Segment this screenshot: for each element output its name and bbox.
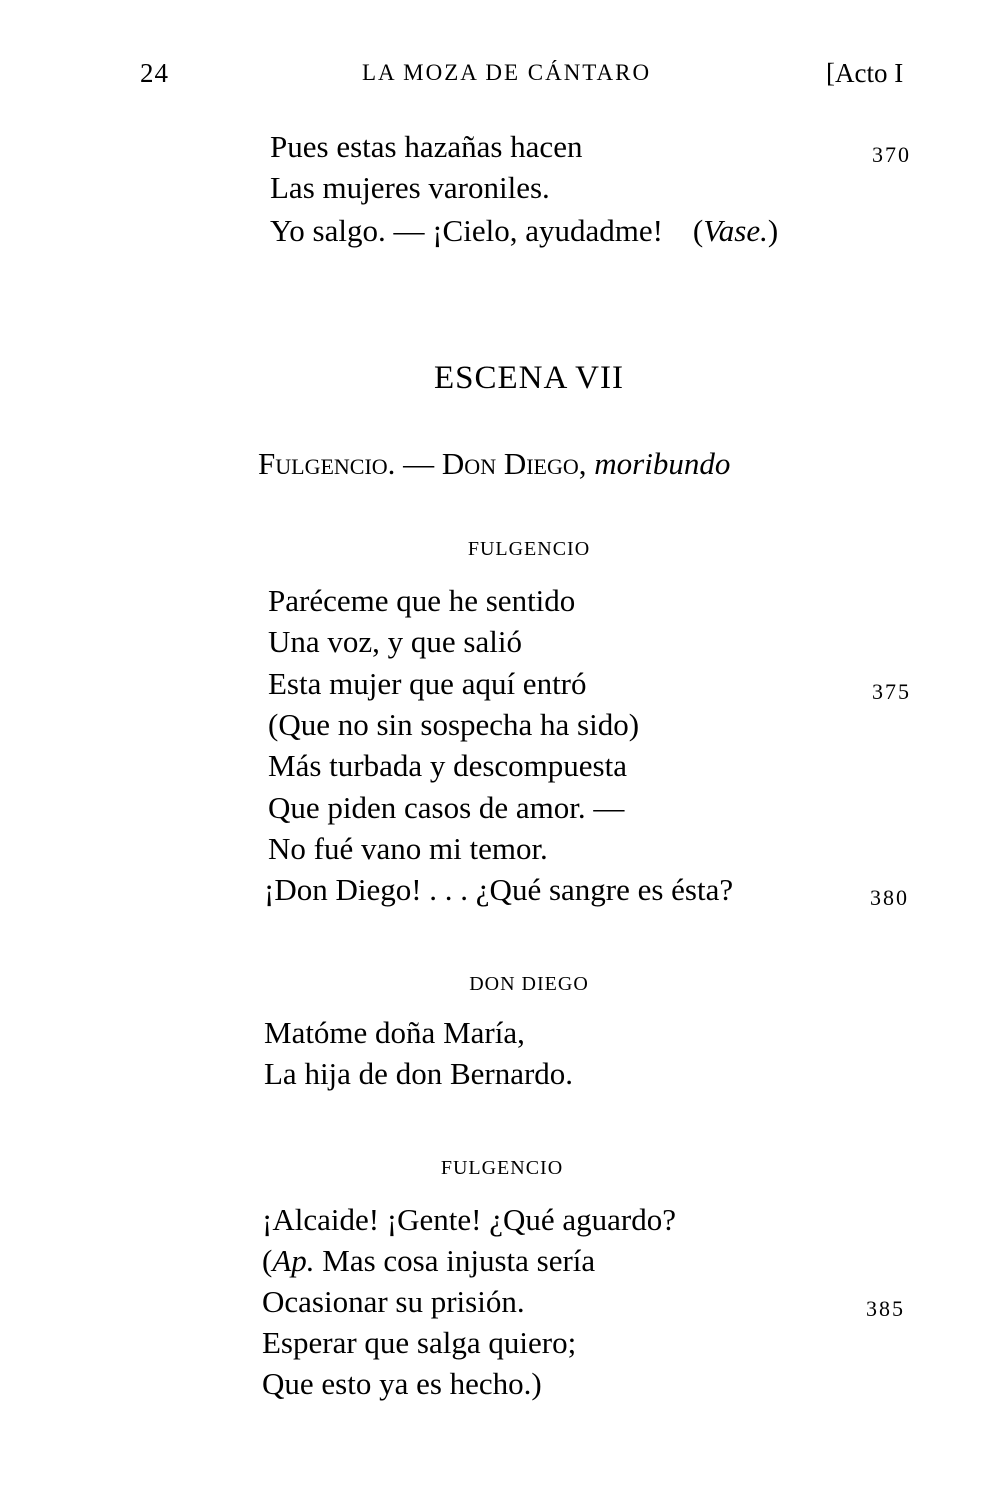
cast-description: moribundo: [594, 446, 731, 481]
aside-marker: Ap.: [272, 1243, 315, 1278]
line-number: 385: [866, 1296, 905, 1321]
verse-line: Matóme doña María,: [264, 1015, 525, 1050]
cast-name: Fulgencio.: [258, 446, 396, 481]
line-number: 370: [872, 142, 911, 167]
running-title: LA MOZA DE CÁNTARO: [362, 60, 652, 85]
verse-line: (Que no sin sospecha ha sido): [268, 707, 640, 742]
verse-line: La hija de don Bernardo.: [264, 1056, 574, 1091]
verse-line: Esta mujer que aquí entró: [268, 666, 587, 701]
verse-text: Mas cosa injusta sería: [314, 1243, 596, 1278]
verse-line: Pues estas hazañas hacen: [270, 129, 583, 164]
verse-line: Esperar que salga quiero;: [262, 1325, 577, 1360]
speaker-name: FULGENCIO: [467, 538, 591, 560]
verse-line: Ocasionar su prisión.: [262, 1284, 525, 1319]
speaker-name: FULGENCIO: [440, 1157, 564, 1179]
verse-line: No fué vano mi temor.: [268, 831, 548, 866]
verse-text: Yo salgo. — ¡Cielo, ayudadme!: [270, 213, 663, 248]
stage-direction: Vase.: [703, 213, 768, 248]
stage-direction-close: ): [767, 213, 779, 248]
line-number: 380: [870, 885, 909, 910]
act-label: [Acto I: [826, 58, 904, 88]
aside-open: (: [262, 1243, 273, 1278]
running-header: [0, 52, 1000, 96]
cast-name: Don Diego,: [441, 446, 587, 481]
stage-direction-open: (: [692, 213, 704, 248]
line-number: 375: [872, 679, 911, 704]
verse-line: Más turbada y descompuesta: [268, 748, 627, 783]
verse-line: [270, 211, 778, 251]
verse-line: Que piden casos de amor. —: [268, 790, 625, 825]
scene-heading: ESCENA VII: [434, 360, 624, 396]
verse-line: Una voz, y que salió: [268, 624, 522, 659]
verse-line: ¡Don Diego! . . . ¿Qué sangre es ésta?: [264, 872, 734, 907]
cast-separator: —: [395, 446, 442, 481]
verse-line: ¡Alcaide! ¡Gente! ¿Qué aguardo?: [262, 1202, 676, 1237]
verse-line: Paréceme que he sentido: [268, 583, 576, 618]
verse-line: Las mujeres varoniles.: [270, 170, 550, 205]
page-number: 24: [140, 58, 169, 88]
cast-list: [258, 446, 730, 482]
verse-line: [262, 1241, 595, 1281]
verse-line: Que esto ya es hecho.): [262, 1366, 542, 1401]
speaker-name: DON DIEGO: [469, 973, 589, 995]
